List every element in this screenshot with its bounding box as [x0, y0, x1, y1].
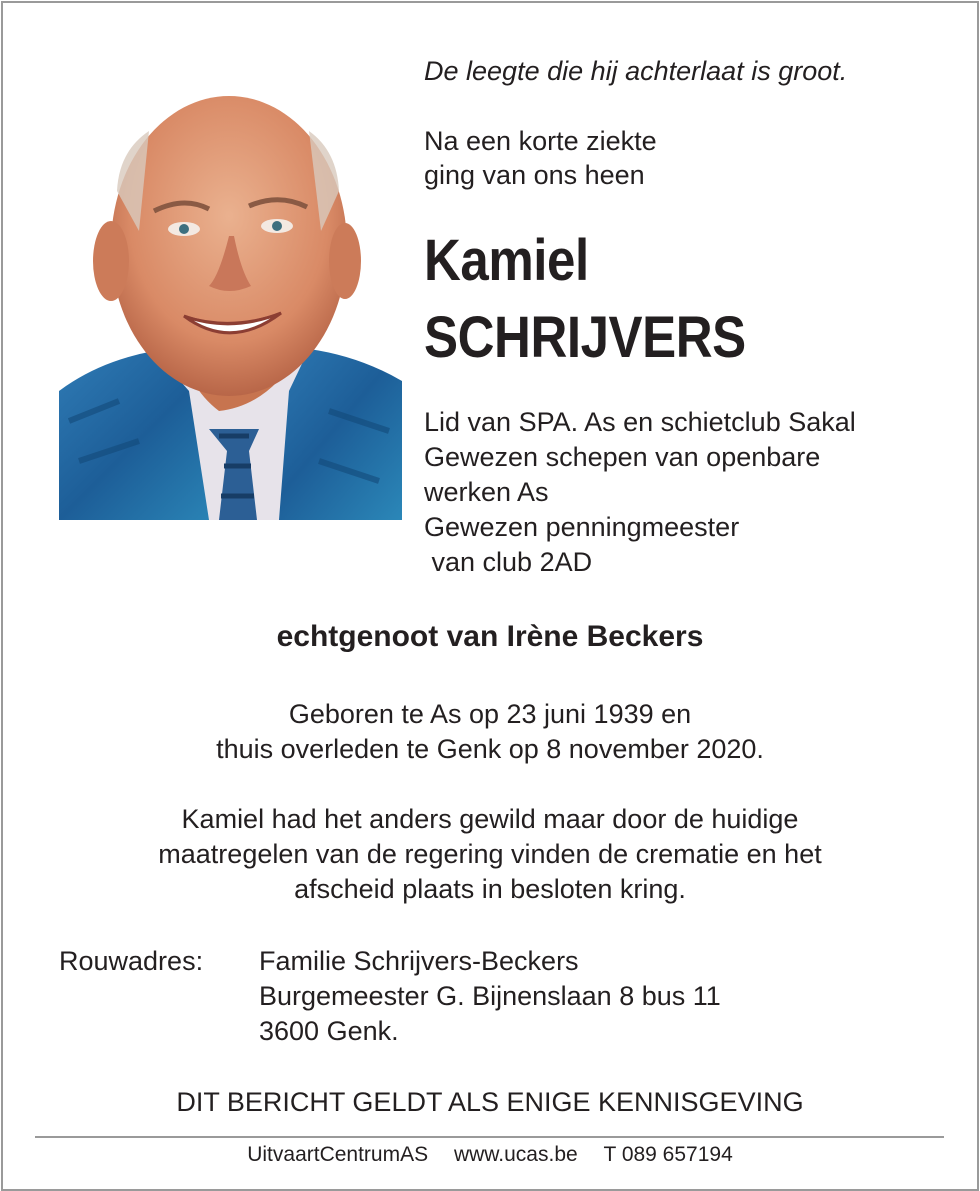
notice-text: DIT BERICHT GELDT ALS ENIGE KENNISGEVING — [176, 1087, 804, 1117]
portrait-illustration — [59, 61, 402, 520]
intro-text — [424, 124, 657, 192]
footer-company: UitvaartCentrumAS — [247, 1143, 429, 1166]
intro-line: Na een korte ziekte — [424, 126, 657, 156]
birth-death-text — [0, 697, 980, 767]
death-line: thuis overleden te Genk op 8 november 2020. — [216, 734, 764, 764]
role-line: Gewezen penningmeester — [424, 512, 740, 542]
address-line: Burgemeester G. Bijnenslaan 8 bus 11 — [259, 981, 721, 1011]
roles-list — [424, 405, 856, 580]
address-line: 3600 Genk. — [259, 1016, 399, 1046]
role-line: van club 2AD — [424, 547, 593, 577]
note-line: afscheid plaats in besloten kring. — [294, 874, 686, 904]
role-line: Lid van SPA. As en schietclub Sakal — [424, 407, 856, 437]
footer-phone: T 089 657194 — [603, 1143, 733, 1166]
footer — [0, 1140, 980, 1170]
intro-line: ging van ons heen — [424, 160, 645, 190]
role-line: Gewezen schepen van openbare — [424, 442, 821, 472]
spouse-line: echtgenoot van Irène Beckers — [276, 620, 704, 653]
role-line: werken As — [424, 477, 549, 507]
first-name: Kamiel — [424, 228, 589, 293]
note-line: Kamiel had het anders gewild maar door de huidige — [181, 804, 799, 834]
footer-website[interactable]: www.ucas.be — [453, 1143, 578, 1166]
note-line: maatregelen van de regering vinden de crematie en het — [158, 839, 822, 869]
address-label: Rouwadres: — [59, 946, 204, 976]
ceremony-note — [0, 802, 980, 907]
footer-divider — [35, 1136, 944, 1138]
mourning-address — [259, 944, 721, 1049]
portrait-photo — [59, 61, 402, 520]
quote: De leegte die hij achterlaat is groot. — [424, 56, 848, 86]
address-line: Familie Schrijvers-Beckers — [259, 946, 579, 976]
birth-line: Geboren te As op 23 juni 1939 en — [288, 699, 692, 729]
last-name: SCHRIJVERS — [424, 305, 746, 370]
